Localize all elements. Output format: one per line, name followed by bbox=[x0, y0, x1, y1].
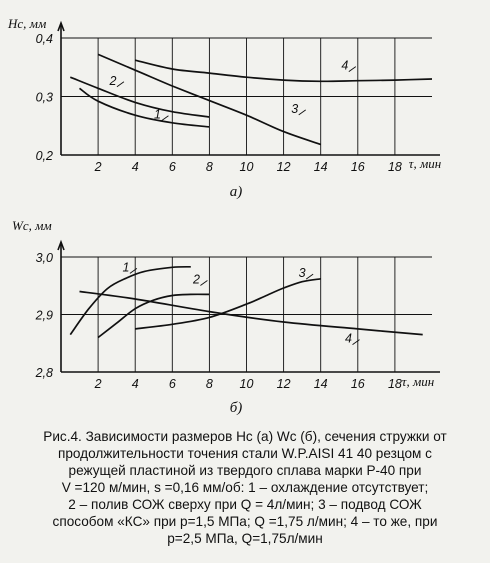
x-tick-label: 6 bbox=[168, 160, 176, 174]
x-tick-label: 2 bbox=[94, 377, 102, 391]
x-tick-label: 12 bbox=[276, 160, 291, 174]
subfigure-label: а) bbox=[229, 184, 243, 200]
curve-label-1: 1 bbox=[122, 260, 130, 275]
curve-label-leader bbox=[161, 116, 168, 121]
curve-label-leader bbox=[117, 82, 124, 87]
caption-line: способом «КС» при p=1,5 МПа; Q =1,75 л/мин; 4 – то же, при bbox=[52, 514, 438, 529]
curve-label-2: 2 bbox=[109, 73, 117, 88]
subfigure-label: б) bbox=[229, 400, 243, 416]
y-axis-label: Wс, мм bbox=[12, 218, 52, 233]
y-axis-label: Hс, мм bbox=[8, 16, 47, 31]
y-tick-label: 0,2 bbox=[35, 149, 53, 163]
curve-label-leader bbox=[353, 340, 360, 345]
curve-label-4: 4 bbox=[345, 331, 353, 346]
series-line-1 bbox=[80, 88, 210, 127]
caption-line: продолжительности точения стали W.P.AISI 41 40 резцом с bbox=[58, 446, 432, 461]
y-tick-label: 3,0 bbox=[35, 251, 53, 265]
chart-a bbox=[7, 16, 441, 200]
curve-label-4: 4 bbox=[341, 58, 349, 73]
curve-label-leader bbox=[349, 67, 356, 72]
curve-label-2: 2 bbox=[192, 272, 200, 287]
curve-label-leader bbox=[306, 274, 313, 279]
x-axis-label: τ, мин bbox=[401, 374, 435, 389]
y-tick-label: 2,8 bbox=[35, 366, 53, 380]
figure-caption bbox=[6, 428, 484, 547]
x-tick-label: 14 bbox=[313, 377, 328, 391]
curve-label-leader bbox=[299, 110, 306, 115]
x-tick-label: 4 bbox=[131, 160, 139, 174]
caption-line: Рис.4. Зависимости размеров Hс (а) Wс (б), сечения стружки от bbox=[43, 429, 447, 444]
curve-label-leader bbox=[200, 280, 207, 285]
x-tick-label: 2 bbox=[94, 160, 102, 174]
x-tick-label: 14 bbox=[313, 160, 328, 174]
caption-line: режущей пластиной из твердого сплава марки Р-40 при bbox=[68, 463, 422, 478]
y-tick-label: 0,3 bbox=[35, 90, 53, 105]
curve-label-3: 3 bbox=[298, 266, 306, 281]
curve-label-3: 3 bbox=[291, 101, 299, 116]
x-tick-label: 4 bbox=[131, 377, 139, 391]
caption-line: V =120 м/мин, s =0,16 мм/об: 1 – охлаждение отсутствует; bbox=[61, 480, 429, 495]
x-tick-label: 18 bbox=[387, 160, 402, 174]
x-tick-label: 10 bbox=[239, 160, 254, 174]
x-tick-label: 16 bbox=[350, 160, 365, 174]
x-tick-label: 12 bbox=[276, 377, 291, 391]
caption-line: p=2,5 МПа, Q=1,75л/мин bbox=[167, 531, 323, 546]
y-tick-label: 0,4 bbox=[35, 32, 53, 46]
x-axis-label: τ, мин bbox=[408, 156, 442, 171]
x-tick-label: 8 bbox=[205, 160, 213, 174]
series-line-4 bbox=[80, 292, 423, 335]
x-tick-label: 8 bbox=[205, 377, 213, 391]
x-tick-label: 16 bbox=[350, 377, 365, 391]
y-tick-label: 2,9 bbox=[35, 308, 53, 323]
curve-label-leader bbox=[130, 268, 137, 273]
caption-line: 2 – полив СОЖ сверху при Q = 4л/мин; 3 – подвод СОЖ bbox=[68, 497, 422, 512]
x-tick-label: 10 bbox=[239, 377, 254, 391]
curve-label-1: 1 bbox=[153, 107, 161, 122]
x-tick-label: 18 bbox=[387, 377, 402, 391]
x-tick-label: 6 bbox=[168, 377, 176, 391]
chart-b bbox=[12, 218, 440, 416]
series-line-2 bbox=[98, 294, 209, 337]
